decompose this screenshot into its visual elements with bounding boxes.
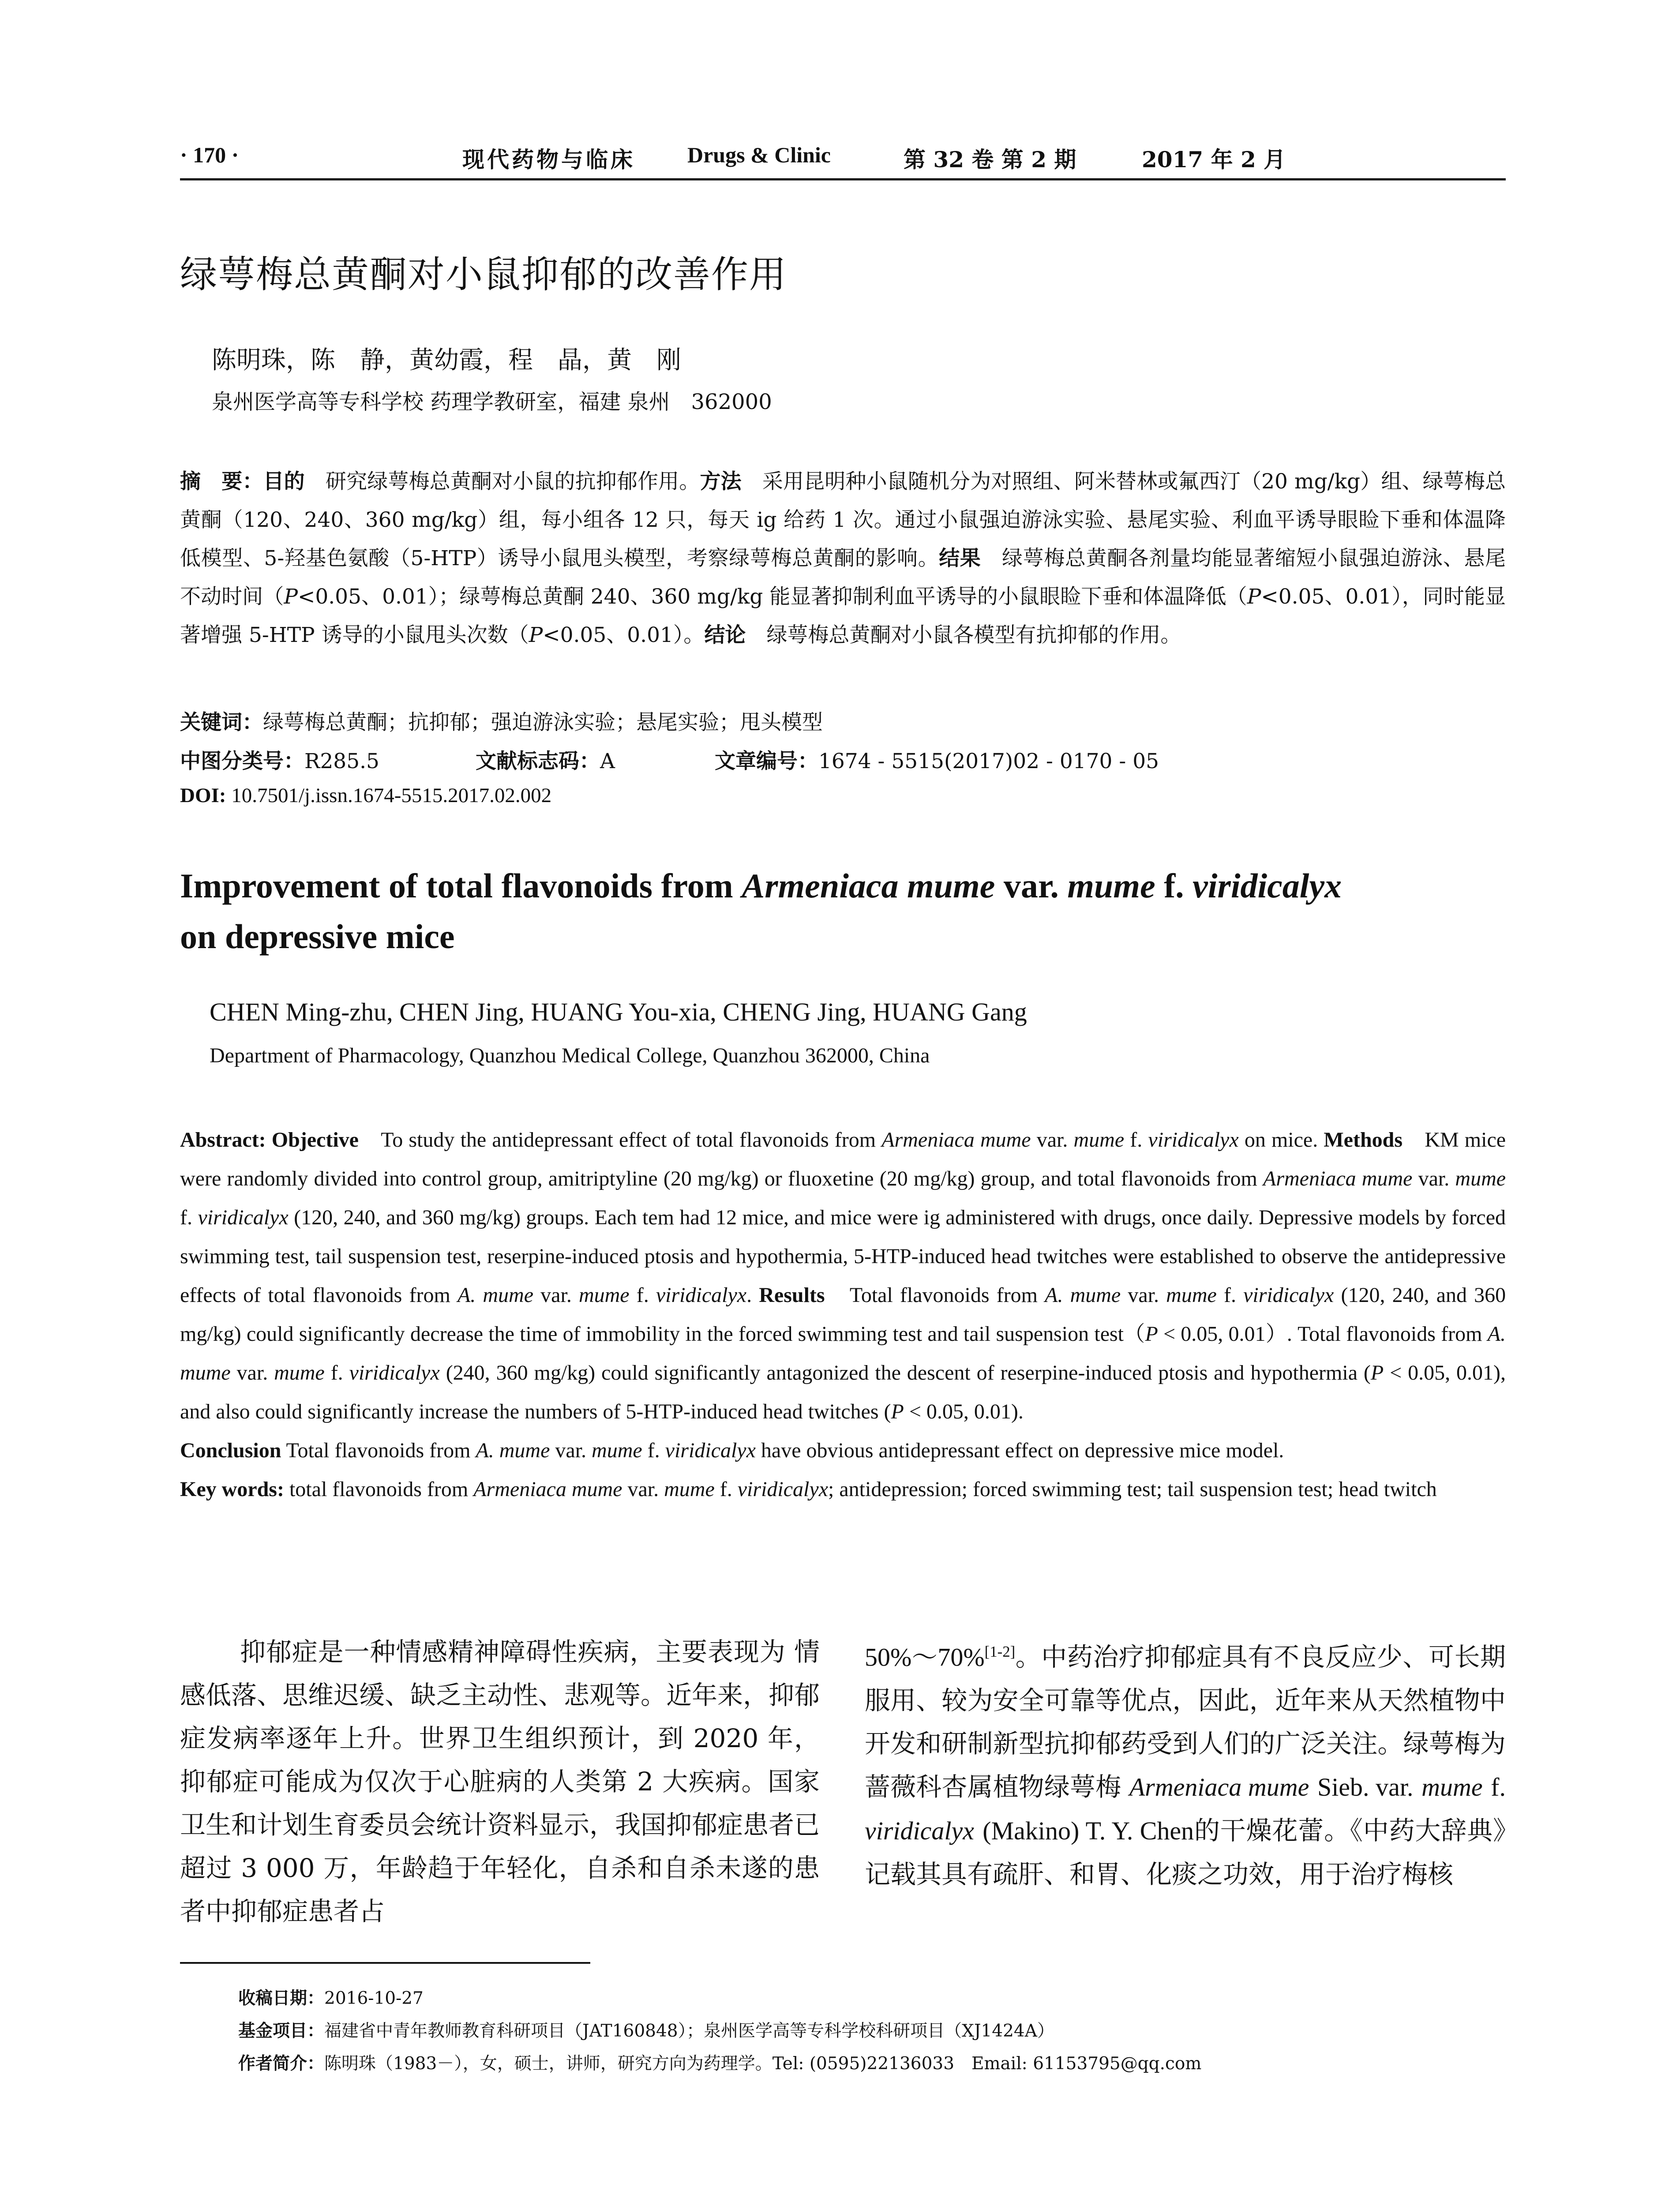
doi-label: DOI:	[180, 784, 226, 807]
doi	[180, 784, 551, 807]
title-cn: 绿萼梅总黄酮对小鼠抑郁的改善作用	[180, 253, 788, 296]
authors-en: CHEN Ming-zhu, CHEN Jing, HUANG You-xia, CHENG Jing, HUANG Gang	[210, 998, 1027, 1026]
methods-en-label: Methods	[1324, 1128, 1403, 1152]
abstract-label: 摘 要：	[180, 469, 263, 494]
results-label: 结果	[939, 546, 981, 570]
affiliation-en: Department of Pharmacology, Quanzhou Medical College, Quanzhou 362000, China	[210, 1044, 930, 1067]
keywords-label: 关键词：	[180, 710, 263, 735]
doi-value[interactable]: 10.7501/j.issn.1674-5515.2017.02.002	[231, 784, 552, 807]
results-text: <0.05、0.01）；绿萼梅总黄酮 240、360 mg/kg 能显著抑制利血平诱导的小鼠眼睑下垂和体温降低（	[297, 585, 1247, 609]
footnote-received: 收稿日期：2016-10-27	[238, 1988, 424, 2008]
keywords-text: 绿萼梅总黄酮；抗抑郁；强迫游泳实验；悬尾实验；甩头模型	[263, 710, 823, 735]
p-symbol: P	[529, 623, 543, 647]
objective-label: 目的	[263, 469, 305, 494]
classification-row	[180, 745, 379, 774]
results-text: <0.05、0.01），同时能显著增强 5-HTP 诱导的小鼠甩头次数（	[180, 585, 1506, 647]
page-number: · 170 ·	[180, 143, 239, 167]
journal-name-en: Drugs & Clinic	[687, 143, 831, 167]
article-label: 文章编号：	[715, 749, 818, 773]
objective-text: 研究绿萼梅总黄酮对小鼠的抗抑郁作用。	[325, 469, 700, 494]
keywords-cn	[180, 706, 823, 735]
article-number	[715, 745, 1159, 774]
running-header	[180, 142, 1504, 177]
methods-text: 采用昆明种小鼠随机分为对照组、阿米替林或氟西汀（20 mg/kg）组、绿萼梅总黄酮（120、240、360 mg/kg）组，每小组各 12 只，每天 ig 给药 1 次。通过小鼠强迫游泳实验、悬尾实验、利血平诱导眼睑下垂和体温降低模型、5-羟基色氨酸（5-HTP）诱导小鼠甩头模型，考察绿萼梅总黄酮的影响。	[180, 469, 1506, 570]
results-text: <0.05、0.01）。	[543, 623, 705, 647]
article-value: 1674 - 5515(2017)02 - 0170 - 05	[818, 749, 1159, 773]
title-en: Improvement of total flavonoids from Armeniaca mume var. mume f. viridicalyx on depressive mice	[180, 867, 1342, 956]
authors-cn: 陈明珠，陈 静，黄幼霞，程 晶，黄 刚	[212, 346, 681, 375]
body-paragraph: 抑郁症是一种情感精神障碍性疾病，主要表现为 情感低落、思维迟缓、缺乏主动性、悲观等。近年来，抑郁症发病率逐年上升。世界卫生组织预计，到 2020 年，抑郁症可能成为仅次于心脏病的人类第 2 大疾病。国家卫生和计划生育委员会统计资料显示，我国抑郁症患者已超过 3 000 万，年龄趋于年轻化，自杀和自杀未遂的患者中抑郁症患者占	[180, 1637, 820, 1926]
p-symbol: P	[284, 585, 298, 609]
keywords-en-label: Key words:	[180, 1478, 284, 1501]
journal-name-cn: 现代药物与临床	[462, 146, 635, 173]
doccode-value: A	[600, 749, 615, 773]
affiliation-cn: 泉州医学高等专科学校 药理学教研室，福建 泉州 362000	[212, 390, 772, 414]
conclusion-label: 结论	[704, 623, 746, 647]
results-text: 绿萼梅总黄酮各剂量均能显著缩短小鼠强迫游泳、悬尾不动时间（	[180, 546, 1506, 609]
doccode-label: 文献标志码：	[476, 749, 600, 773]
footnote-fund: 基金项目：福建省中青年教师教育科研项目（JAT160848）；泉州医学高等专科学校科研项目（XJ1424A）	[238, 2021, 1054, 2041]
footnote-author: 作者简介：陈明珠（1983－），女，硕士，讲师，研究方向为药理学。Tel: (0595)22136033 Email: 61153795@qq.com	[238, 2054, 1202, 2074]
abstract-cn	[180, 462, 1506, 654]
body-text: (Makino) T. Y. Chen的干燥花蕾。《中药大辞典》记载其具有疏肝、和胃、化痰之功效，用于治疗梅核	[865, 1816, 1506, 1889]
volume-issue: 第 32 卷 第 2 期	[904, 146, 1076, 173]
footnote-rule	[180, 1962, 590, 1964]
body-column-right: 50%～70%[1-2]。中药治疗抑郁症具有不良反应少、可长期服用、较为安全可靠等优点，因此，近年来从天然植物中开发和研制新型抗抑郁药受到人们的广泛关注。绿萼梅为蔷薇科杏属植物绿萼梅 Armeniaca mume Sieb. var. mume f. viridicalyx (Makino) T. Y. Chen的干燥花蕾。《中药大辞典》记载其具有疏肝、和胃、化痰之功效，用于治疗梅核	[865, 1642, 1506, 1889]
body-text: 50%～70%	[865, 1643, 985, 1672]
body-column-left	[180, 1630, 820, 1933]
abstract-en: Abstract: Objective To study the antidepressant effect of total flavonoids from Armeniaca mume var. mume f. viridicalyx on mice. Methods KM mice were randomly divided into control group, amitriptyline (20 mg/kg) or fluoxetine (20 mg/kg) group, and total flavonoids from Armeniaca mume var. mume f. viridicalyx (120, 240, and 360 mg/kg) groups. Each tem had 12 mice, and mice were ig administered with drugs, once daily. Depressive models by forced swimming test, tail suspension test, reserpine-induced ptosis and hypothermia, 5-HTP-induced head twitches were established to observe the antidepressive effects of total flavonoids from A. mume var. mume f. viridicalyx. Results Total flavonoids from A. mume var. mume f. viridicalyx (120, 240, and 360 mg/kg) could significantly decrease the time of immobility in the forced swimming test and tail suspension test（P < 0.05, 0.01）. Total flavonoids from A. mume var. mume f. viridicalyx (240, 360 mg/kg) could significantly antagonized the descent of reserpine-induced ptosis and hypothermia (P < 0.05, 0.01), and also could significantly increase the numbers of 5-HTP-induced head twitches (P < 0.05, 0.01). Conclusion Total flavonoids from A. mume var. mume f. viridicalyx have obvious antidepressant effect on depressive mice model. Key words: total flavonoids from Armeniaca mume var. mume f. viridicalyx; antidepression; forced swimming test; tail suspension test; head twitch	[180, 1128, 1506, 1501]
body-text: 。中药治疗抑郁症具有不良反应少、可长期服用、较为安全可靠等优点，因此，近年来从天然植物中开发和研制新型抗抑郁药受到人们的广泛关注。绿萼梅为蔷薇科杏属植物绿萼梅	[865, 1642, 1506, 1802]
clc-value: R285.5	[304, 749, 379, 773]
conclusion-en-label: Conclusion	[180, 1439, 281, 1462]
header-rule	[180, 178, 1506, 180]
document-code	[476, 745, 615, 774]
abstract-en-label: Abstract: Objective	[180, 1128, 359, 1152]
conclusion-text: 绿萼梅总黄酮对小鼠各模型有抗抑郁的作用。	[766, 623, 1181, 647]
methods-label: 方法	[700, 469, 742, 494]
citation-ref[interactable]: [1-2]	[984, 1643, 1016, 1660]
clc-label: 中图分类号：	[180, 749, 304, 773]
results-en-label: Results	[759, 1283, 825, 1307]
publication-date: 2017 年 2 月	[1142, 146, 1286, 173]
p-symbol: P	[1247, 585, 1261, 609]
